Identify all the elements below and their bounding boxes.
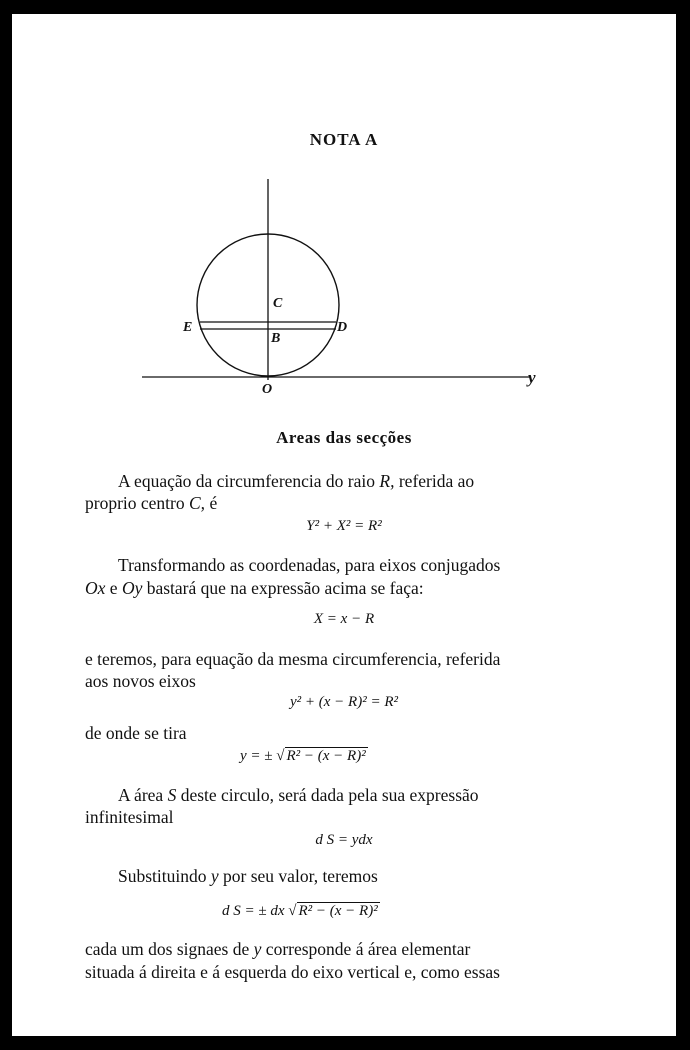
label-e: E: [183, 320, 193, 335]
paragraph-2-line-2: Ox e Oy bastará que na expressão acima se faça:: [85, 578, 424, 598]
section-title: Areas das secções: [276, 428, 412, 447]
label-b: B: [271, 331, 281, 346]
paragraph-1-line-2: proprio centro C, é: [85, 493, 218, 513]
equation-4: y = ± √ R² − (x − R)²: [240, 748, 366, 764]
label-c: C: [273, 296, 283, 311]
label-d: D: [337, 320, 348, 335]
label-y: y: [528, 368, 536, 387]
paragraph-5-line-2: infinitesimal: [85, 807, 174, 827]
paragraph-3-line-1: e teremos, para equação da mesma circumferencia, referida: [85, 649, 501, 669]
paragraph-4: de onde se tira: [85, 723, 187, 743]
label-o: O: [262, 382, 273, 397]
paragraph-7-line-1: cada um dos signaes de y corresponde á área elementar: [85, 939, 471, 959]
paragraph-3-line-2: aos novos eixos: [85, 671, 196, 691]
page-title: NOTA A: [309, 130, 379, 149]
paragraph-7-line-2: situada á direita e á esquerda do eixo vertical e, como essas: [85, 962, 500, 982]
equation-2: X = x − R: [313, 611, 375, 627]
paragraph-6: Substituindo y por seu valor, teremos: [118, 866, 378, 886]
page: [12, 14, 676, 1036]
equation-5: d S = ydx: [315, 832, 373, 848]
paragraph-1-line-1: A equação da circumferencia do raio R, referida ao: [118, 471, 475, 491]
equation-6: d S = ± dx √ R² − (x − R)²: [222, 903, 378, 919]
paragraph-5-line-1: A área S deste circulo, será dada pela sua expressão: [118, 785, 479, 805]
equation-3: y² + (x − R)² = R²: [290, 694, 398, 710]
equation-1: Y² + X² = R²: [306, 518, 382, 534]
paragraph-2-line-1: Transformando as coordenadas, para eixos conjugados: [118, 555, 501, 575]
circle-diagram: [12, 14, 676, 434]
